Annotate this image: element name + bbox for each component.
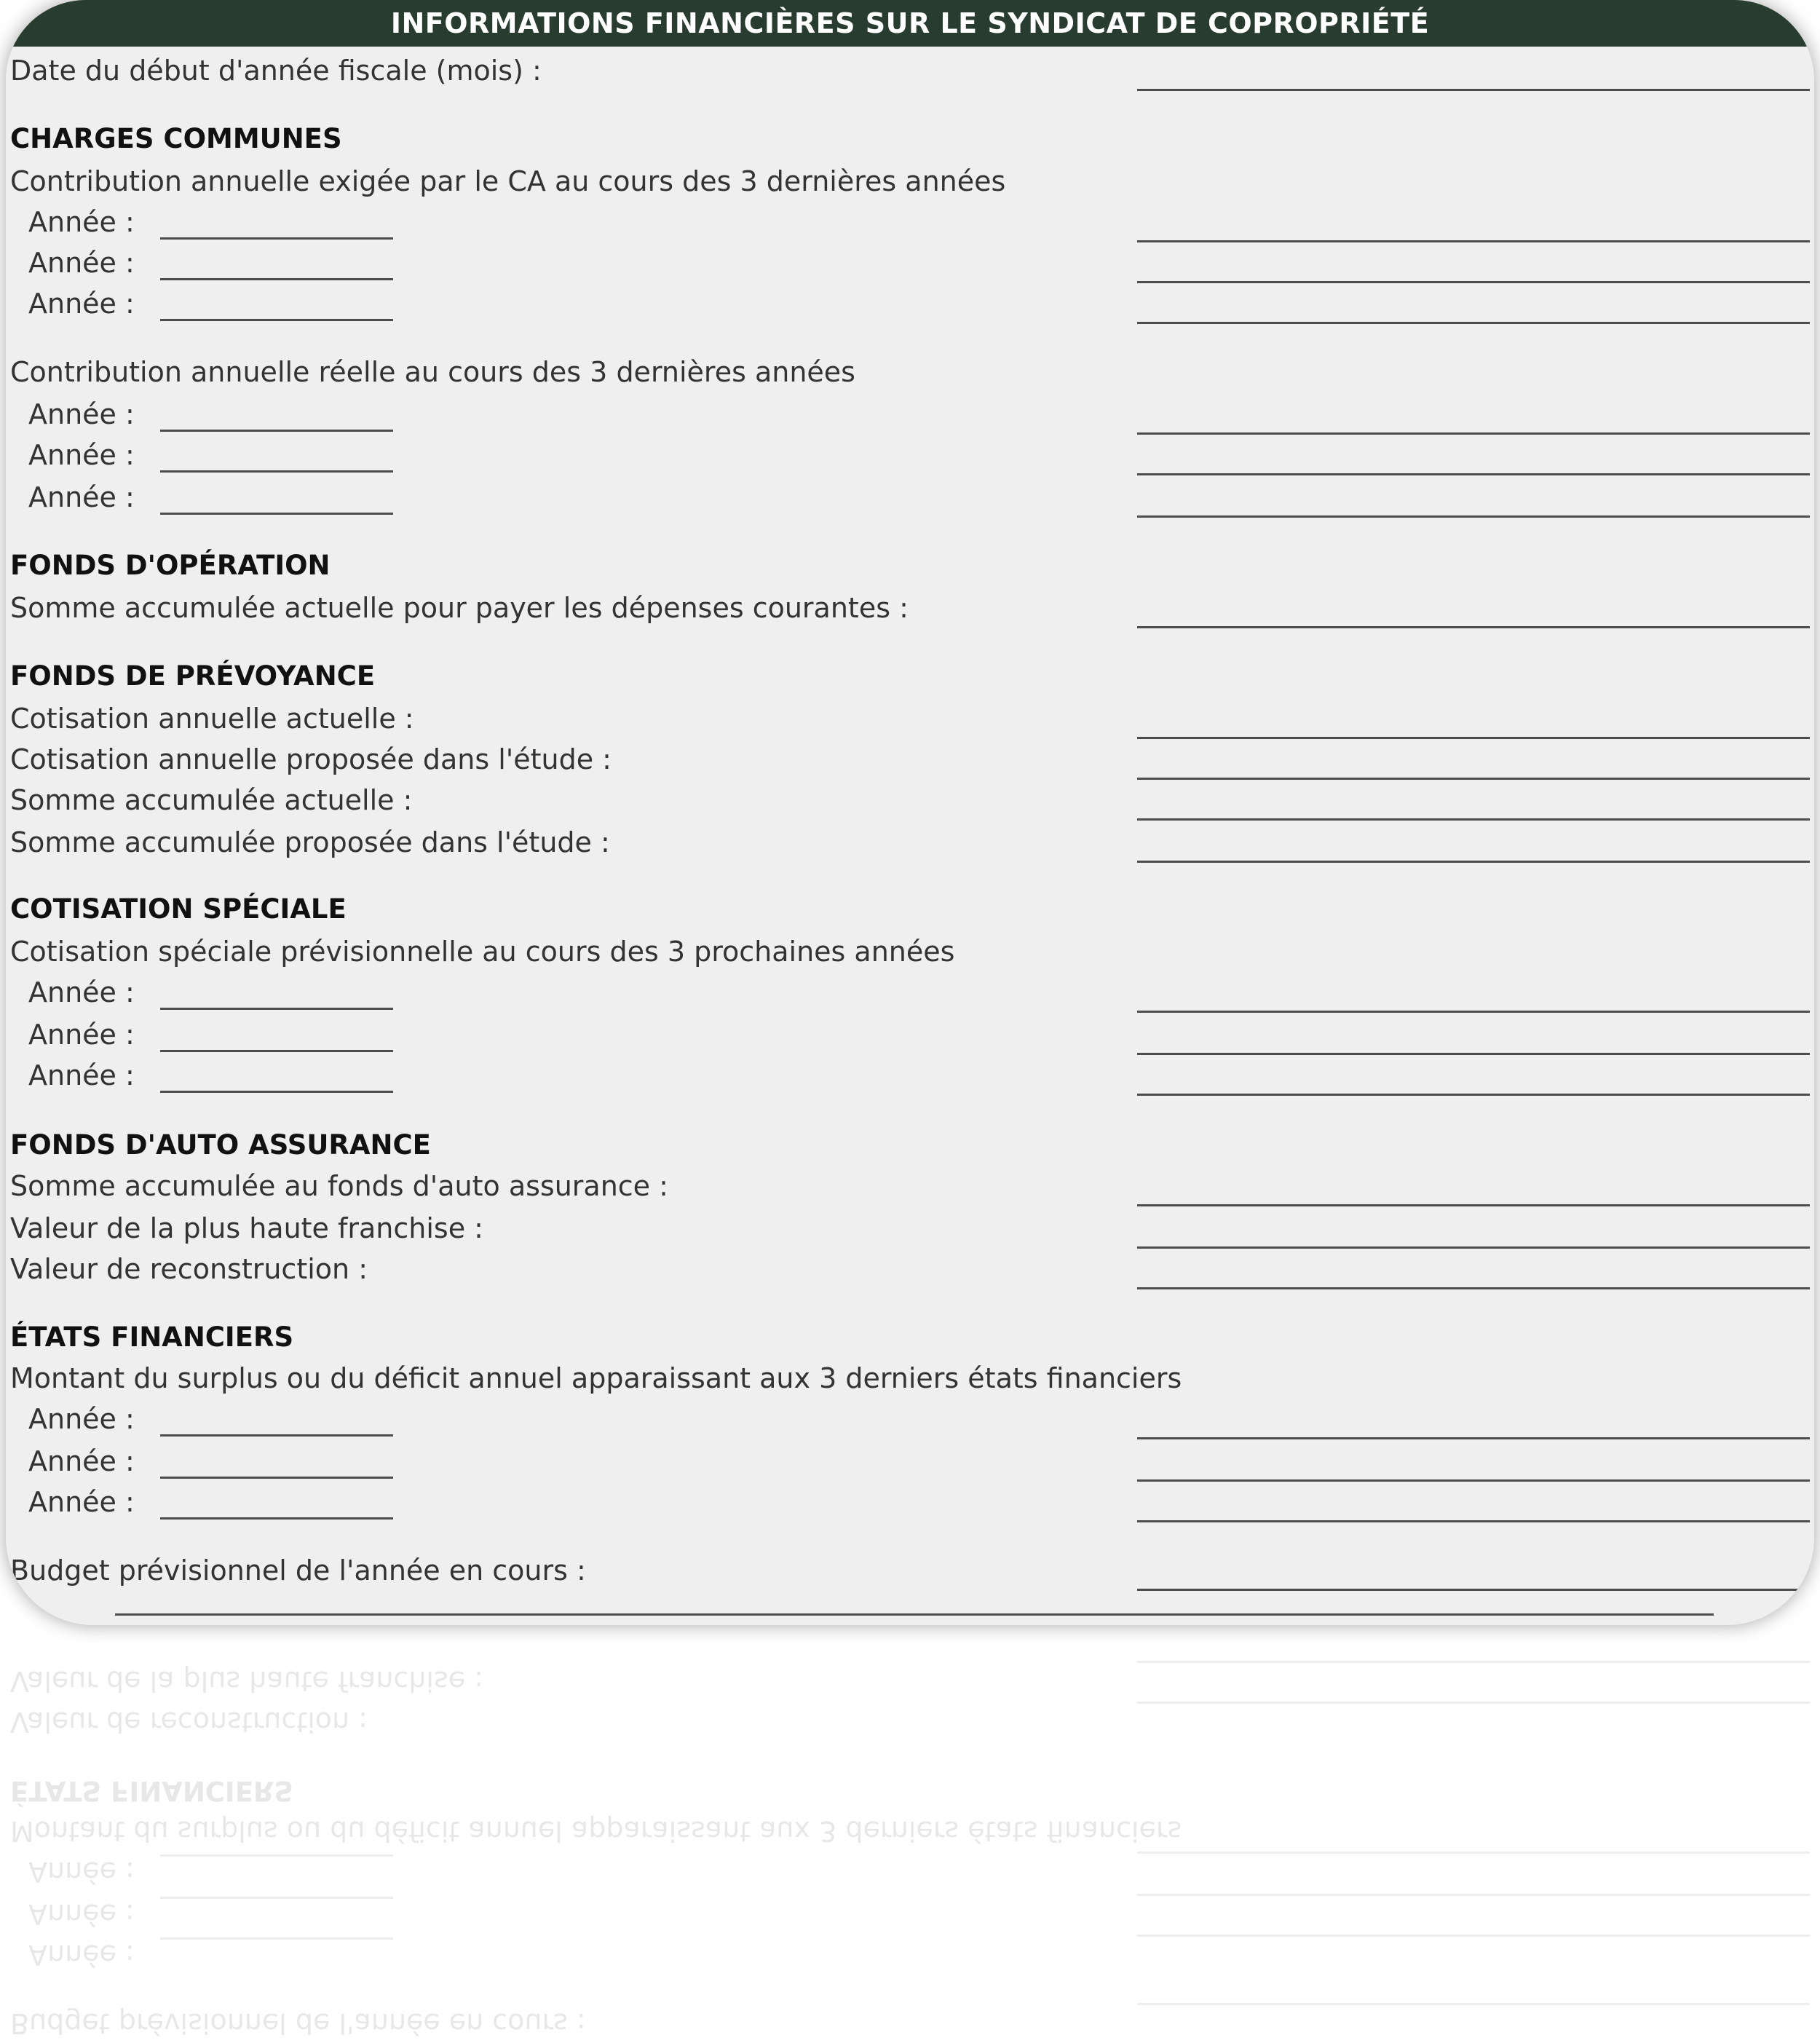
self-insurance-row-3 — [6, 1249, 1814, 1292]
actual-year-row-3 — [6, 478, 1814, 520]
amount-field[interactable] — [1137, 1437, 1810, 1439]
special-year-row-1 — [6, 973, 1814, 1015]
amount-field[interactable] — [1137, 1094, 1810, 1096]
reflected-year-label: Année : — [28, 1898, 135, 1930]
statement-year-row-1 — [6, 1399, 1814, 1442]
year-field[interactable] — [160, 237, 393, 240]
self-insurance-row-2 — [6, 1209, 1814, 1251]
reserve-label: Cotisation annuelle proposée dans l'étude : — [10, 743, 612, 775]
special-year-row-3 — [6, 1056, 1814, 1098]
self-insurance-row-1 — [6, 1166, 1814, 1209]
surplus-row — [6, 1359, 1814, 1401]
amount-field[interactable] — [1137, 1520, 1810, 1522]
special-forecast-row — [6, 932, 1814, 974]
amount-field[interactable] — [1137, 1204, 1810, 1206]
form-header: INFORMATIONS FINANCIÈRES SUR LE SYNDICAT DE COPROPRIÉTÉ — [6, 0, 1814, 47]
reserve-row-2 — [6, 740, 1814, 782]
amount-field[interactable] — [1137, 818, 1810, 821]
amount-field[interactable] — [1137, 281, 1810, 283]
required-year-row-1 — [6, 202, 1814, 245]
year-label: Année : — [28, 1445, 135, 1477]
statement-year-row-2 — [6, 1442, 1814, 1484]
year-field[interactable] — [160, 470, 393, 473]
amount-field[interactable] — [1137, 1011, 1810, 1013]
actual-contribution-row — [6, 352, 1814, 395]
amount-field[interactable] — [1137, 515, 1810, 518]
year-field[interactable] — [160, 278, 393, 280]
amount-field[interactable] — [1137, 473, 1810, 475]
required-contribution-row — [6, 162, 1814, 204]
reflected-section-title: ÉTATS FINANCIERS — [10, 1775, 294, 1806]
section-title: CHARGES COMMUNES — [10, 123, 342, 154]
self-insurance-label: Somme accumulée au fonds d'auto assurance : — [10, 1170, 668, 1202]
year-field[interactable] — [160, 1008, 393, 1010]
budget-label: Budget prévisionnel de l'année en cours : — [10, 1554, 586, 1586]
year-label: Année : — [28, 288, 135, 320]
amount-field[interactable] — [1137, 626, 1810, 628]
special-forecast-label: Cotisation spéciale prévisionnelle au cours des 3 prochaines années — [10, 936, 955, 968]
amount-field[interactable] — [1137, 1589, 1810, 1591]
surplus-label: Montant du surplus ou du déficit annuel apparaissant aux 3 derniers états financiers — [10, 1362, 1182, 1394]
fiscal-start-row — [6, 51, 1814, 93]
reflected-surplus-label: Montant du surplus ou du déficit annuel apparaissant aux 3 derniers états financiers — [10, 1815, 1182, 1847]
actual-contribution-label: Contribution annuelle réelle au cours des 3 dernières années — [10, 356, 855, 388]
year-label: Année : — [28, 247, 135, 279]
year-field[interactable] — [160, 513, 393, 515]
required-year-row-3 — [6, 284, 1814, 326]
reserve-label: Somme accumulée actuelle : — [10, 784, 413, 816]
required-contribution-label: Contribution annuelle exigée par le CA au cours des 3 dernières années — [10, 165, 1006, 197]
year-label: Année : — [28, 976, 135, 1008]
amount-field[interactable] — [1137, 1479, 1810, 1482]
amount-field[interactable] — [1137, 737, 1810, 739]
reserve-row-1 — [6, 699, 1814, 741]
reflected-budget-label: Budget prévisionnel de l'année en cours : — [10, 2007, 586, 2039]
self-insurance-label: Valeur de reconstruction : — [10, 1253, 368, 1285]
reflected-year-label: Année : — [28, 1939, 135, 1971]
section-cotisation-speciale — [6, 890, 1814, 932]
financial-info-form — [6, 0, 1814, 1625]
year-label: Année : — [28, 481, 135, 513]
year-label: Année : — [28, 1059, 135, 1091]
amount-field[interactable] — [1137, 240, 1810, 242]
year-field[interactable] — [160, 1434, 393, 1437]
form-reflection — [6, 1631, 1814, 2043]
year-field[interactable] — [160, 1050, 393, 1052]
year-label: Année : — [28, 206, 135, 238]
year-field[interactable] — [160, 319, 393, 321]
required-year-row-2 — [6, 243, 1814, 285]
reflected-self-insurance-label: Valeur de reconstruction : — [10, 1706, 368, 1738]
budget-row — [6, 1551, 1814, 1593]
amount-field[interactable] — [1137, 432, 1810, 435]
amount-field[interactable] — [1137, 778, 1810, 780]
year-label: Année : — [28, 1486, 135, 1518]
section-fonds-prevoyance — [6, 657, 1814, 699]
fiscal-start-field[interactable] — [1137, 89, 1810, 91]
year-field[interactable] — [160, 1477, 393, 1479]
reflected-year-label: Année : — [28, 1856, 135, 1888]
actual-year-row-2 — [6, 435, 1814, 478]
amount-field[interactable] — [1137, 861, 1810, 863]
year-label: Année : — [28, 439, 135, 471]
section-title: COTISATION SPÉCIALE — [10, 893, 347, 925]
amount-field[interactable] — [1137, 1053, 1810, 1055]
self-insurance-label: Valeur de la plus haute franchise : — [10, 1212, 483, 1244]
statement-year-row-3 — [6, 1482, 1814, 1525]
actual-year-row-1 — [6, 395, 1814, 437]
fiscal-start-label: Date du début d'année fiscale (mois) : — [10, 55, 542, 87]
year-label: Année : — [28, 1019, 135, 1051]
year-label: Année : — [28, 398, 135, 430]
year-label: Année : — [28, 1403, 135, 1435]
year-field[interactable] — [160, 430, 393, 432]
amount-field[interactable] — [1137, 322, 1810, 324]
reflected-self-insurance-label: Valeur de la plus haute franchise : — [10, 1665, 483, 1697]
year-field[interactable] — [160, 1517, 393, 1520]
amount-field[interactable] — [1137, 1246, 1810, 1249]
bottom-rule — [115, 1613, 1714, 1616]
amount-field[interactable] — [1137, 1287, 1810, 1289]
reserve-label: Cotisation annuelle actuelle : — [10, 703, 414, 735]
special-year-row-2 — [6, 1015, 1814, 1057]
section-charges-communes — [6, 119, 1814, 162]
section-title: ÉTATS FINANCIERS — [10, 1321, 294, 1353]
section-title: FONDS DE PRÉVOYANCE — [10, 660, 376, 692]
reserve-row-3 — [6, 781, 1814, 823]
section-etats-financiers — [6, 1318, 1814, 1360]
section-fonds-operation — [6, 546, 1814, 588]
reserve-label: Somme accumulée proposée dans l'étude : — [10, 826, 610, 858]
section-title: FONDS D'OPÉRATION — [10, 550, 331, 581]
operation-sum-row — [6, 588, 1814, 631]
section-fonds-auto-assurance — [6, 1126, 1814, 1168]
operation-sum-label: Somme accumulée actuelle pour payer les dépenses courantes : — [10, 592, 909, 624]
year-field[interactable] — [160, 1091, 393, 1093]
section-title: FONDS D'AUTO ASSURANCE — [10, 1129, 431, 1161]
reserve-row-4 — [6, 823, 1814, 865]
